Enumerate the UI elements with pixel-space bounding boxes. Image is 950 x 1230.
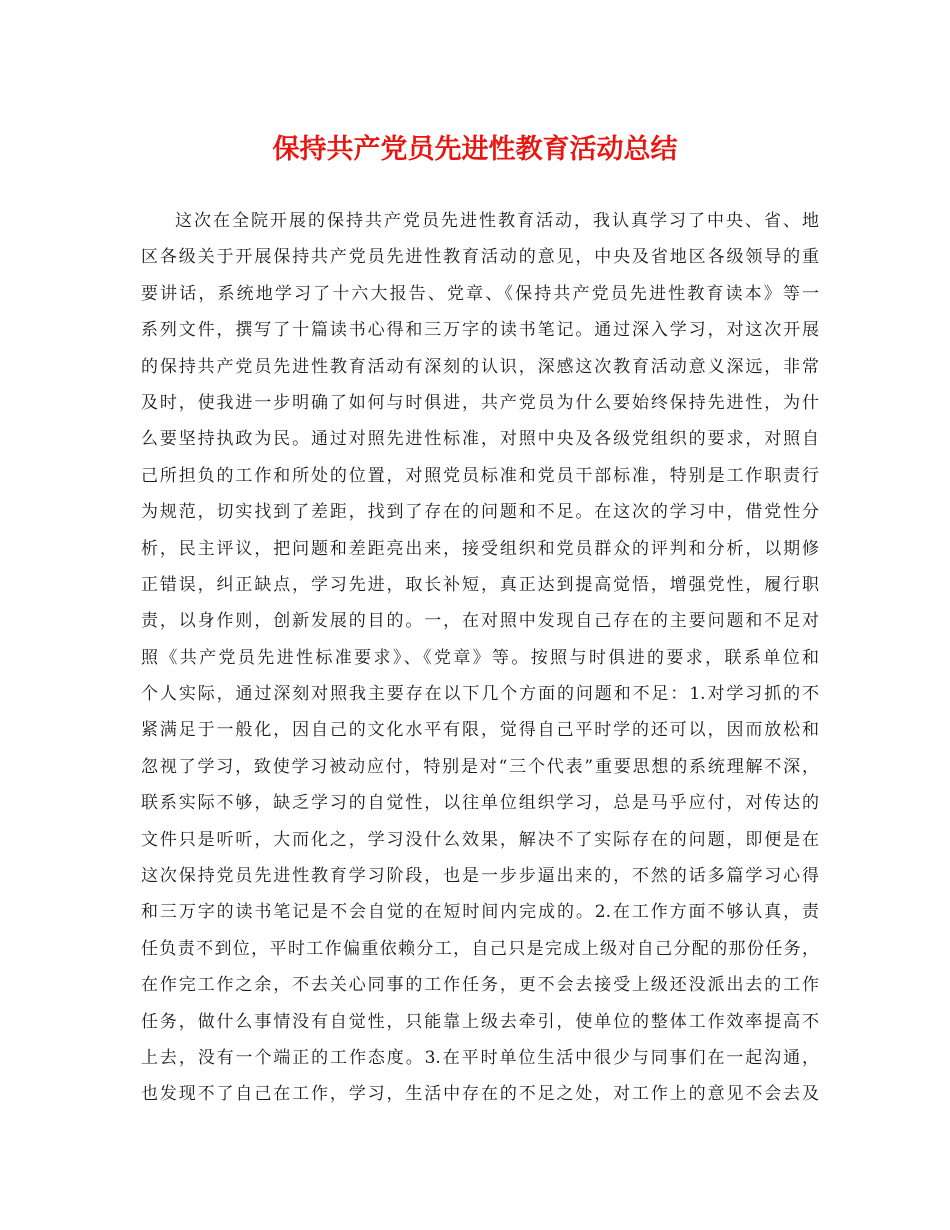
- paragraph-line: 忽视了学习，致使学习被动应付，特别是对“三个代表”重要思想的系统理解不深，: [141, 756, 819, 777]
- paragraph-line: 为规范，切实找到了差距，找到了存在的问题和不足。在这次的学习中，借党性分: [141, 502, 819, 523]
- paragraph-line: 么要坚持执政为民。通过对照先进性标准，对照中央及各级党组织的要求，对照自: [141, 429, 819, 450]
- paragraph-line: 这次在全院开展的保持共产党员先进性教育活动，我认真学习了中央、省、地: [175, 211, 819, 231]
- paragraph-line: 这次保持党员先进性教育学习阶段，也是一步步逼出来的，不然的话多篇学习心得: [141, 866, 819, 887]
- paragraph-line: 和三万字的读书笔记是不会自觉的在短时间内完成的。2.在工作方面不够认真，责: [141, 902, 819, 923]
- paragraph-line: 析，民主评议，把问题和差距亮出来，接受组织和党员群众的评判和分析，以期修: [141, 538, 819, 559]
- paragraph-line: 及时，使我进一步明确了如何与时俱进，共产党员为什么要始终保持先进性，为什: [141, 392, 819, 413]
- paragraph-line: 照《共产党员先进性标准要求》、《党章》等。按照与时俱进的要求，联系单位和: [141, 647, 819, 668]
- paragraph-line: 紧满足于一般化，因自己的文化水平有限，觉得自己平时学的还可以，因而放松和: [141, 720, 819, 741]
- paragraph-line: 文件只是听听，大而化之，学习没什么效果，解决不了实际存在的问题，即便是在: [141, 829, 819, 850]
- paragraph-line: 联系实际不够，缺乏学习的自觉性，以往单位组织学习，总是马乎应付，对传达的: [141, 793, 819, 814]
- paragraph-line: 在作完工作之余，不去关心同事的工作任务，更不会去接受上级还没派出去的工作: [141, 975, 819, 996]
- paragraph-line: 系列文件，撰写了十篇读书心得和三万字的读书笔记。通过深入学习，对这次开展: [141, 320, 819, 341]
- paragraph-line: 任负责不到位，平时工作偏重依赖分工，自己只是完成上级对自己分配的那份任务，: [141, 938, 819, 959]
- paragraph-line: 正错误，纠正缺点，学习先进，取长补短，真正达到提高觉悟，增强党性，履行职: [141, 574, 819, 595]
- paragraph-line: 个人实际，通过深刻对照我主要存在以下几个方面的问题和不足：1.对学习抓的不: [141, 684, 819, 705]
- paragraph-line: 上去，没有一个端正的工作态度。3.在平时单位生活中很少与同事们在一起沟通，: [141, 1047, 819, 1068]
- paragraph-line: 要讲话，系统地学习了十六大报告、党章、《保持共产党员先进性教育读本》等一: [141, 283, 819, 304]
- paragraph-line: 责，以身作则，创新发展的目的。一，在对照中发现自己存在的主要问题和不足对: [141, 611, 819, 632]
- paragraph-line: 己所担负的工作和所处的位置，对照党员标准和党员干部标准，特别是工作职责行: [141, 465, 819, 486]
- paragraph-line: 区各级关于开展保持共产党员先进性教育活动的意见，中央及省地区各级领导的重: [141, 247, 819, 268]
- document-body: [141, 203, 819, 1113]
- paragraph-line: 任务，做什么事情没有自觉性，只能靠上级去牵引，使单位的整体工作效率提高不: [141, 1011, 819, 1032]
- paragraph-line: 也发现不了自己在工作，学习，生活中存在的不足之处，对工作上的意见不会去及: [141, 1084, 819, 1105]
- paragraph-line: 的保持共产党员先进性教育活动有深刻的认识，深感这次教育活动意义深远，非常: [141, 356, 819, 377]
- document-title: 保持共产党员先进性教育活动总结: [272, 134, 678, 165]
